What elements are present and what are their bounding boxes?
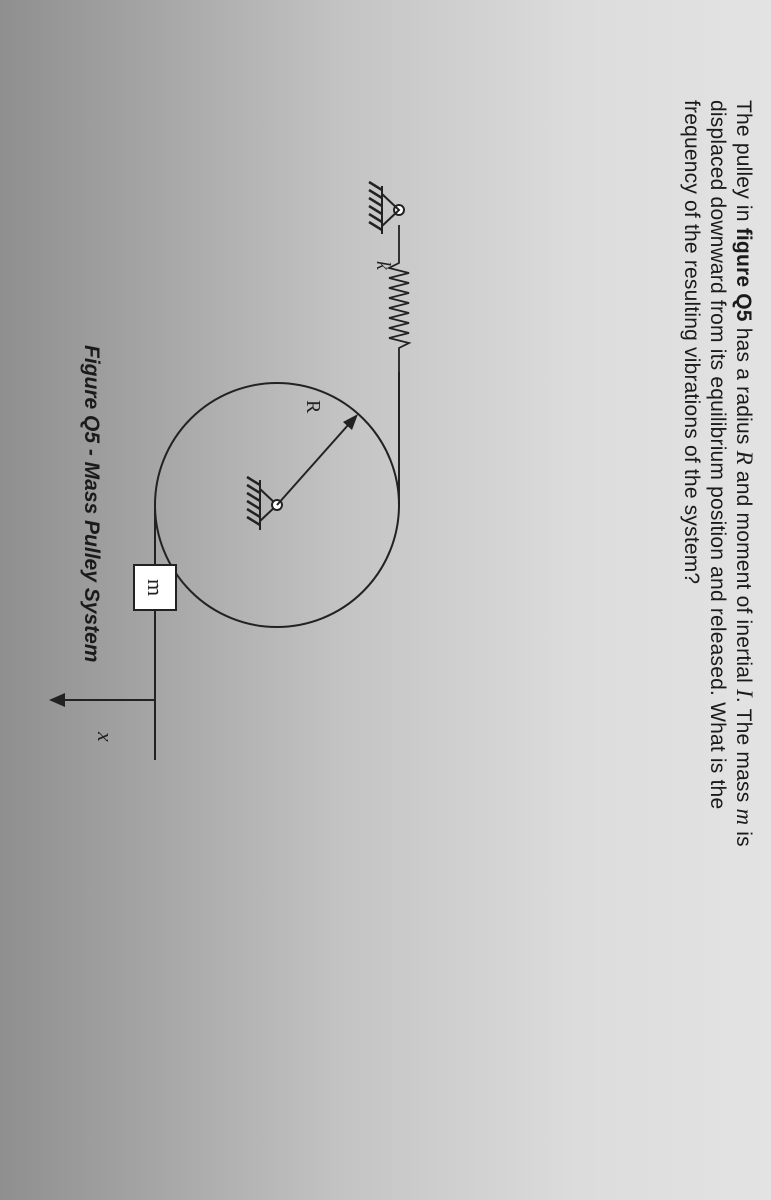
var-m: m [732,808,757,826]
label-k: k [372,261,394,270]
pulley-pivot [260,480,282,530]
var-I: I [732,689,757,697]
figure-caption: Figure Q5 - Mass Pulley System [80,345,103,663]
figure-reference: figure Q5 [732,227,755,322]
spring-ground-hatch [369,182,382,230]
question-line-2: displaced downward from its equilibrium position and released. What is the [706,100,729,810]
question-line-3: frequency of the resulting vibrations of the system? [680,100,703,585]
question-line-1-post: is [732,825,755,847]
displacement-arrowhead [49,693,65,707]
label-R: R [302,400,324,414]
label-m: m [143,578,168,597]
spring [389,225,409,372]
label-x: x [93,732,118,742]
var-R: R [732,450,757,465]
question-line-1-mid3: . The mass [732,696,755,809]
spring-ground-support [382,186,404,234]
question-line-1-mid2: and moment of inertial [732,464,755,690]
radius-line [277,424,349,505]
question-line-1-mid: has a radius [732,321,755,451]
question-line-1-pre: The pulley in [732,100,755,228]
pivot-ground-hatch [247,477,260,525]
